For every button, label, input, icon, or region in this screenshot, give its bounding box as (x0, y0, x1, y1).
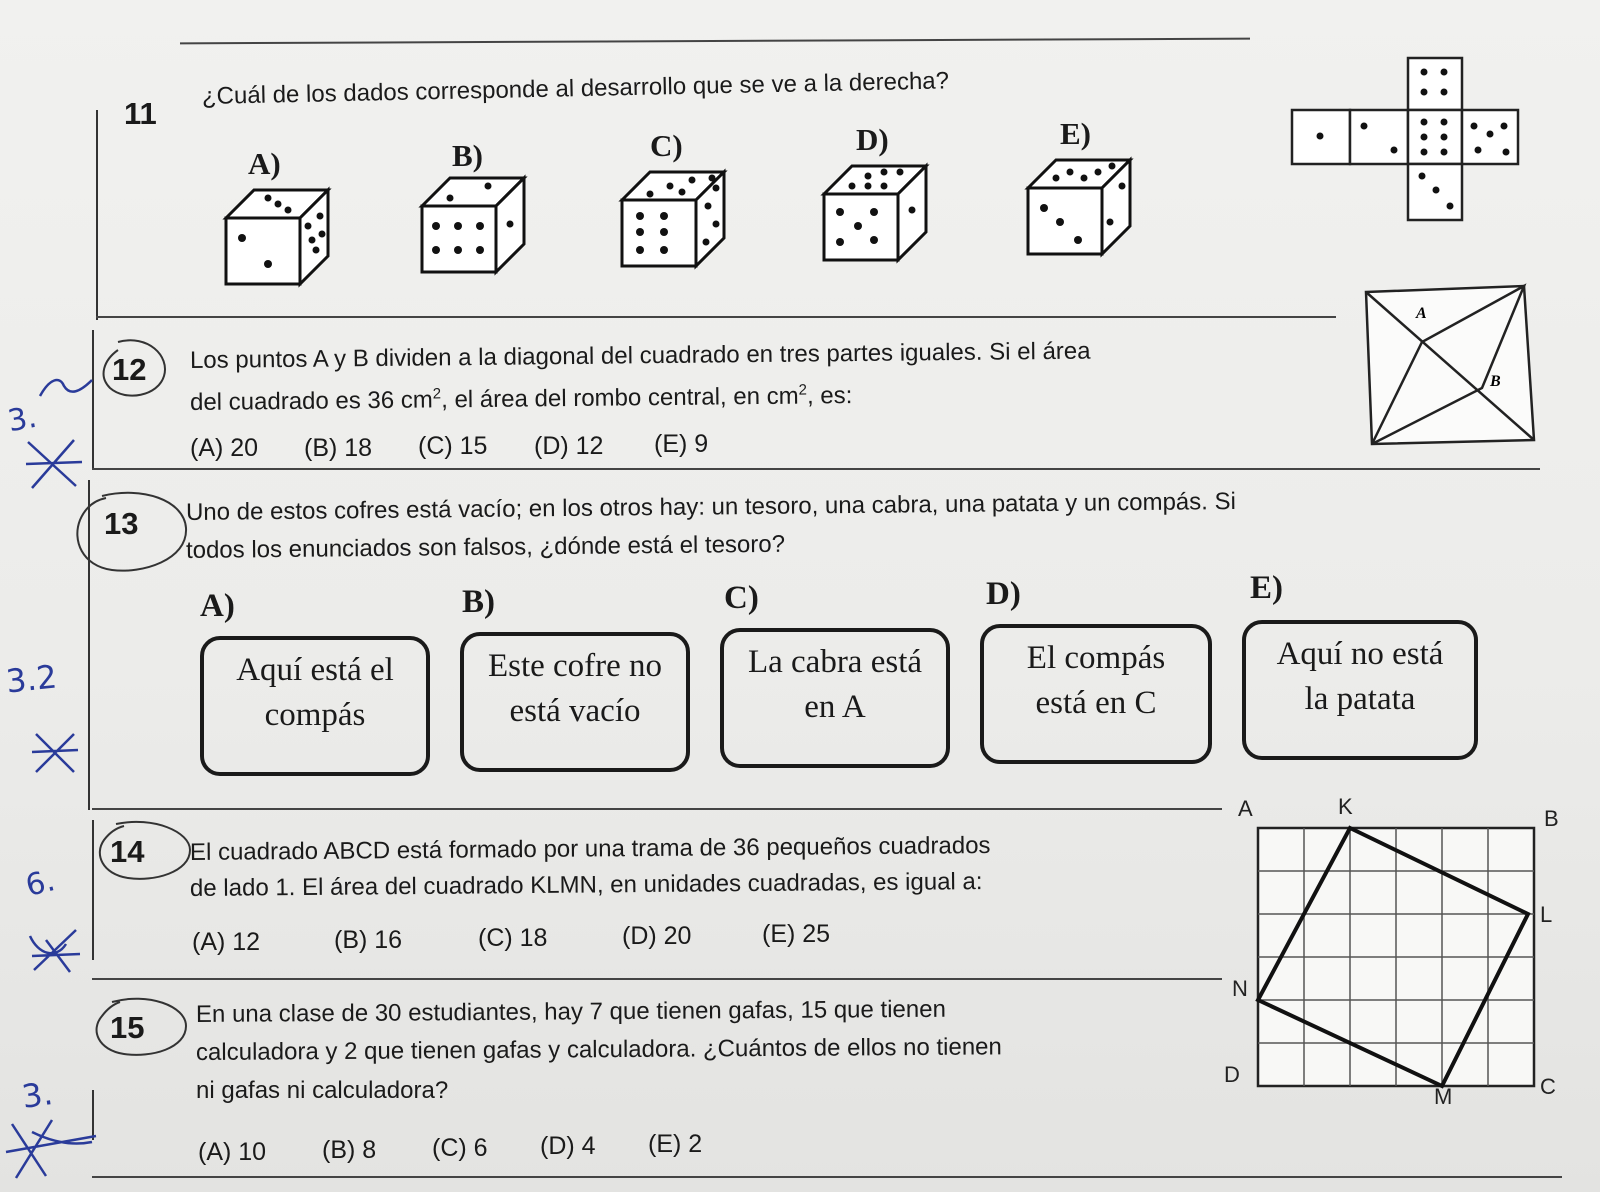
q13-margin-note: 3.2 (4, 657, 59, 701)
q11-option-d-label: D) (856, 122, 889, 157)
q14-margin-mark (26, 920, 86, 980)
q13-chest-a-label: A) (200, 588, 235, 624)
q12-bottom-rule (92, 468, 1540, 470)
q12-square-figure (1364, 284, 1536, 446)
q13-chest-d-line2: está en C (1035, 685, 1157, 721)
q12-line2-a: del cuadrado es 36 cm (189, 386, 433, 416)
q12-number-circle (100, 338, 170, 400)
q12-option-b[interactable]: (B) 18 (304, 434, 373, 462)
q15-line3: ni gafas ni calculadora? (196, 1077, 449, 1104)
q12-sup2: 2 (798, 381, 808, 399)
q14-label-c: C (1540, 1074, 1556, 1099)
q14-label-l: L (1540, 902, 1553, 927)
q14-margin-note: 6. (22, 863, 59, 904)
q14-label-b: B (1544, 806, 1559, 831)
q11-bottom-rule (96, 316, 1336, 318)
q11-die-e (1026, 158, 1136, 258)
q15-margin-mark (2, 1112, 98, 1182)
q13-chest-d-line1: El compás (1026, 640, 1166, 676)
q15-line1: En una clase de 30 estudiantes, hay 7 que tienen gafas, 15 que tienen (195, 995, 946, 1028)
q14-label-a: A (1238, 796, 1253, 821)
q13-chest-b-line1: Este cofre no (487, 648, 663, 684)
q14-option-b[interactable]: (B) 16 (334, 926, 403, 954)
q14-number: 14 (110, 834, 145, 869)
q13-chest-e-line2: la patata (1304, 681, 1416, 717)
bottom-rule (92, 1176, 1562, 1178)
q11-option-b-label: B) (452, 138, 483, 173)
q12-line2-b: , el área del rombo central, en cm (441, 382, 799, 414)
q13-chest-e-label: E) (1250, 570, 1283, 606)
q13-chest-a-line2: compás (264, 697, 366, 733)
q12-option-d[interactable]: (D) 12 (534, 432, 604, 460)
q12-label-b: B (1490, 373, 1501, 390)
q12-option-a[interactable]: (A) 20 (190, 434, 259, 462)
q13-chest-a[interactable] (200, 636, 430, 776)
q13-chest-c-line2: en A (804, 689, 866, 725)
q13-chest-a-line1: Aquí está el (236, 652, 394, 688)
q13-chest-e[interactable] (1242, 620, 1478, 760)
q14-grid-figure (1224, 794, 1578, 1109)
q11-die-d (822, 164, 932, 264)
q15-margin-note: 3. (19, 1074, 56, 1116)
q12-margin-squiggle (36, 372, 96, 402)
q13-chest-e-line1: Aquí no está (1276, 636, 1444, 672)
q14-label-n: N (1232, 976, 1248, 1001)
q13-line2: todos los enunciados son falsos, ¿dónde está el tesoro? (185, 530, 786, 564)
q14-line1: El cuadrado ABCD está formado por una trama de 36 pequeños cuadrados (189, 832, 991, 866)
q14-option-e[interactable]: (E) 25 (762, 920, 831, 948)
q11-margin-line (96, 110, 98, 320)
q13-chest-c-line1: La cabra está (747, 644, 923, 680)
q14-label-d: D (1224, 1062, 1240, 1087)
q14-option-c[interactable]: (C) 18 (478, 924, 548, 952)
q11-die-b (420, 176, 530, 276)
q13-chest-b-line2: está vacío (509, 693, 641, 729)
q15-option-b[interactable]: (B) 8 (322, 1136, 377, 1164)
q11-option-a-label: A) (248, 146, 281, 181)
q11-option-e-label: E) (1060, 116, 1091, 151)
q11-die-c (620, 170, 730, 270)
q13-chest-d-label: D) (986, 576, 1021, 612)
q12-line1: Los puntos A y B dividen a la diagonal del cuadrado en tres partes iguales. Si el área (189, 337, 1091, 374)
q15-option-a[interactable]: (A) 10 (198, 1138, 267, 1166)
q14-number-circle (94, 820, 194, 882)
q12-margin-mark (24, 434, 84, 494)
q15-option-c[interactable]: (C) 6 (432, 1134, 488, 1162)
q14-option-d[interactable]: (D) 20 (622, 922, 692, 950)
q11-number: 11 (124, 96, 157, 131)
q14-label-k: K (1338, 794, 1353, 819)
q13-bottom-rule (92, 808, 1222, 810)
q11-cube-net (1290, 56, 1526, 222)
q11-option-c-label: C) (650, 128, 683, 163)
q13-chest-d[interactable] (980, 624, 1212, 764)
q12-line2-c: , es: (806, 382, 853, 410)
q13-margin-mark (30, 728, 80, 778)
q12-label-a: A (1416, 305, 1427, 322)
q11-die-a (224, 188, 334, 288)
q13-number-circle (72, 490, 190, 574)
q11-text: ¿Cuál de los dados corresponde al desarrollo que se ve a la derecha? (201, 67, 950, 110)
q15-number: 15 (110, 1010, 145, 1045)
q13-chest-c-label: C) (724, 580, 759, 616)
top-rule (180, 38, 1250, 45)
q15-option-d[interactable]: (D) 4 (540, 1132, 596, 1160)
q14-line2: de lado 1. El área del cuadrado KLMN, en unidades cuadradas, es igual a: (189, 868, 983, 902)
q12-option-c[interactable]: (C) 15 (418, 432, 488, 460)
q13-chest-b[interactable] (460, 632, 690, 772)
q12-margin-note: 3. (5, 399, 40, 440)
q14-label-m: M (1434, 1084, 1453, 1109)
q15-number-circle (92, 996, 192, 1058)
q13-number: 13 (104, 506, 139, 541)
q15-line2: calculadora y 2 que tienen gafas y calculadora. ¿Cuántos de ellos no tienen (195, 1033, 1002, 1066)
q12-sup1: 2 (432, 385, 442, 403)
q14-option-a[interactable]: (A) 12 (192, 928, 261, 956)
q12-option-e[interactable]: (E) 9 (654, 430, 709, 458)
q14-bottom-rule (92, 978, 1222, 980)
q13-chest-b-label: B) (462, 584, 495, 620)
q15-option-e[interactable]: (E) 2 (648, 1130, 703, 1158)
q12-number: 12 (112, 352, 147, 387)
q13-line1: Uno de estos cofres está vacío; en los otros hay: un tesoro, una cabra, una patata y un compás. Si (185, 488, 1237, 526)
q12-line2 (190, 373, 853, 420)
q13-chest-c[interactable] (720, 628, 950, 768)
